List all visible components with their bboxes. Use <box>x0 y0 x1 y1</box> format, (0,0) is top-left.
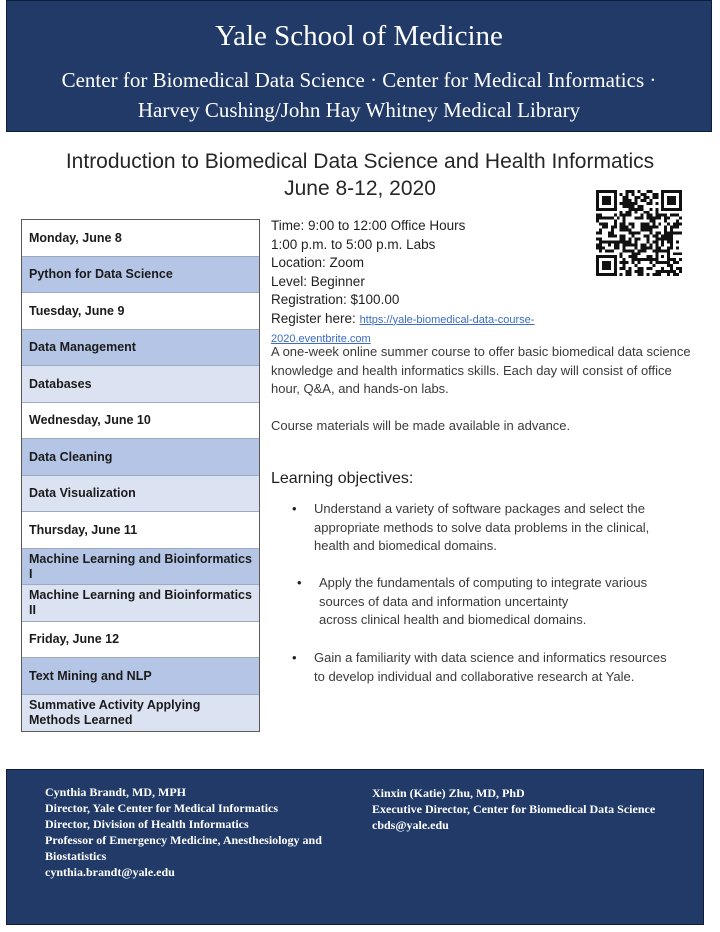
register-link[interactable]: https://yale-biomedical-data-course-2020.eventbrite.com <box>271 313 535 345</box>
contact-role: Director, Division of Health Informatics <box>45 817 249 831</box>
objective-line: appropriate methods to solve data problems in the clinical, <box>314 519 650 535</box>
contact-role: Professor of Emergency Medicine, Anesthesiology and <box>45 833 322 847</box>
contact-role: Biostatistics <box>45 849 107 863</box>
info-level: Level: Beginner <box>271 273 365 289</box>
schedule-topic-label: Machine Learning and Bioinformatics I <box>29 551 252 581</box>
schedule-row <box>22 695 259 731</box>
info-location: Location: Zoom <box>271 255 365 270</box>
objectives-heading: Learning objectives: <box>271 470 414 487</box>
materials-note: Course materials will be made available in advance. <box>271 418 571 433</box>
schedule-row <box>22 585 259 622</box>
objective-item <box>297 574 719 630</box>
contact-name: Cynthia Brandt, MD, MPH <box>45 785 186 799</box>
register-label: Register here: <box>271 310 356 326</box>
centers-subtitle <box>7 65 711 125</box>
objective-item <box>292 500 714 556</box>
contacts-footer <box>6 769 704 925</box>
contact-email[interactable]: cbds@yale.edu <box>372 818 449 832</box>
objective-line: across clinical health and biomedical domains. <box>319 612 587 627</box>
schedule-day-label: Friday, June 12 <box>29 632 120 646</box>
objective-line: to develop individual and collaborative research at Yale. <box>314 668 635 684</box>
objective-line: Apply the fundamentals of computing to integrate various <box>319 575 648 590</box>
schedule-row <box>22 439 259 476</box>
schedule-topic-label: Summative Activity Applying Methods Learned <box>29 698 201 727</box>
course-info <box>271 217 601 349</box>
contact-role: Director, Yale Center for Medical Informatics <box>45 801 279 815</box>
schedule-row <box>22 622 259 658</box>
schedule-topic-label: Text Mining and NLP <box>29 668 152 683</box>
centers-line-2: Harvey Cushing/John Hay Whitney Medical Library <box>137 98 581 122</box>
objective-line: Understand a variety of software packages and select the <box>314 501 645 516</box>
schedule-row <box>22 512 259 549</box>
contact-name: Xinxin (Katie) Zhu, MD, PhD <box>372 786 525 800</box>
info-labs: 1:00 p.m. to 5:00 p.m. Labs <box>271 236 436 252</box>
schedule-row <box>22 366 259 403</box>
course-title: Introduction to Biomedical Data Science and Health Informatics <box>65 150 655 173</box>
schedule-day-label: Tuesday, June 9 <box>29 303 125 318</box>
schedule-topic-label: Python for Data Science <box>29 267 173 281</box>
qr-code-icon[interactable] <box>596 190 682 276</box>
schedule-topic-label: Data Management <box>29 340 136 354</box>
schedule-row <box>22 658 259 695</box>
schedule-day-label: Wednesday, June 10 <box>29 413 151 427</box>
course-dates: June 8-12, 2020 <box>284 177 436 200</box>
bullet-icon: • <box>292 501 297 516</box>
schedule-row <box>22 403 259 439</box>
schedule-topic-label: Machine Learning and Bioinformatics II <box>29 588 252 617</box>
info-registration: Registration: $100.00 <box>271 292 400 307</box>
objective-line: sources of data and information uncertainty <box>319 593 569 609</box>
schedule-row <box>22 476 259 512</box>
school-title: Yale School of Medicine <box>215 20 503 52</box>
bullet-icon: • <box>292 650 297 665</box>
bullet-icon: • <box>297 575 302 590</box>
contact-zhu <box>372 785 682 833</box>
contact-email[interactable]: cynthia.brandt@yale.edu <box>45 865 175 879</box>
info-time: Time: 9:00 to 12:00 Office Hours <box>271 218 466 233</box>
schedule-row <box>22 220 259 257</box>
objective-line: Gain a familiarity with data science and informatics resources <box>314 650 667 665</box>
header-banner <box>6 0 712 132</box>
schedule-row <box>22 330 259 366</box>
centers-line-1: Center for Biomedical Data Science · Center for Medical Informatics · <box>61 68 657 92</box>
objective-item <box>292 649 714 686</box>
objective-line: health and biomedical domains. <box>314 538 497 553</box>
contact-role: Executive Director, Center for Biomedical Data Science <box>372 802 656 816</box>
schedule-day-label: Monday, June 8 <box>29 230 122 245</box>
contact-brandt <box>45 784 345 880</box>
schedule-table <box>21 219 260 732</box>
schedule-row <box>22 293 259 330</box>
course-description: A one-week online summer course to offer basic biomedical data science knowledge and health informatics skills. Each day will consist of office hour, Q&A, and hands-on labs. <box>271 344 691 396</box>
schedule-row <box>22 549 259 585</box>
schedule-topic-label: Data Cleaning <box>29 449 113 464</box>
schedule-topic-label: Databases <box>29 376 92 391</box>
schedule-day-label: Thursday, June 11 <box>29 522 138 537</box>
schedule-row <box>22 257 259 293</box>
schedule-topic-label: Data Visualization <box>29 486 136 500</box>
